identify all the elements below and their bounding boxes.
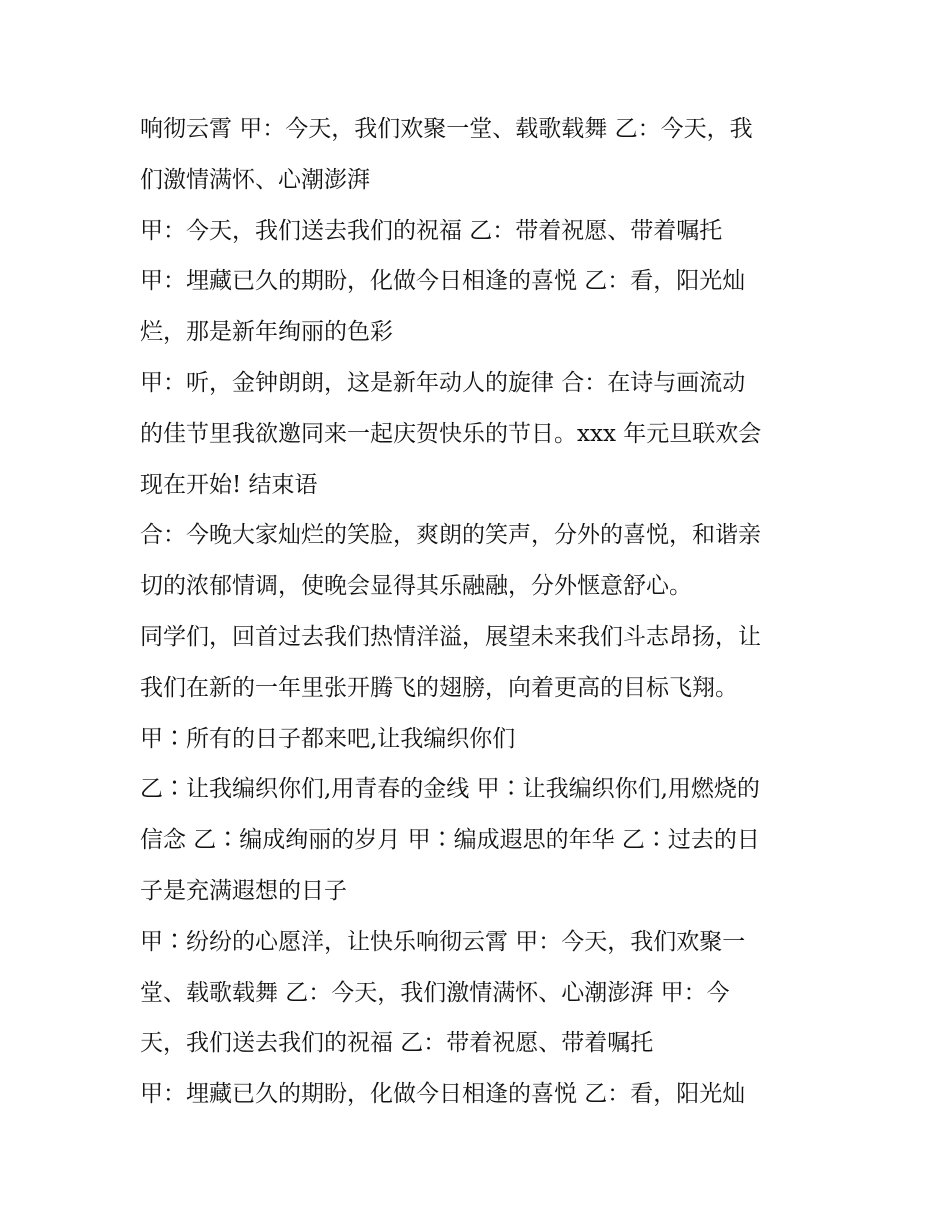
text-line: 甲：今天，我们送去我们的祝福 乙：带着祝愿、带着嘱托 [140,217,723,244]
text-line: 烂，那是新年绚丽的色彩 [140,319,393,346]
text-line: 甲：埋藏已久的期盼，化做今日相逢的喜悦 乙：看，阳光灿 [140,268,746,295]
text-line: 天，我们送去我们的祝福 乙：带着祝愿、带着嘱托 [140,1030,654,1057]
text-line: 现在开始! 结束语 [140,471,318,498]
text-line: 我们在新的一年里张开腾飞的翅膀，向着更高的目标飞翔。 [140,674,738,701]
text-line: 甲∶所有的日子都来吧,让我编织你们 [140,725,516,752]
text-line: 甲∶纷纷的心愿洋，让快乐响彻云霄 甲：今天，我们欢聚一 [140,928,746,955]
document-body [140,104,820,1120]
text-line: 的佳节里我欲邀同来一起庆贺快乐的节日。xxx 年元旦联欢会 [140,420,762,447]
text-line: 合：今晚大家灿烂的笑脸，爽朗的笑声，分外的喜悦，和谐亲 [140,522,761,549]
text-line: 堂、载歌载舞 乙：今天，我们激情满怀、心潮澎湃 甲：今 [140,979,730,1006]
text-line: 子是充满遐想的日子 [140,877,347,904]
text-line: 响彻云霄 甲：今天，我们欢聚一堂、载歌载舞 乙：今天，我 [140,116,753,142]
text-line: 切的浓郁情调，使晚会显得其乐融融，分外惬意舒心。 [140,573,692,600]
text-line: 乙∶让我编织你们,用青春的金线 甲∶让我编织你们,用燃烧的 [140,776,760,803]
text-line: 同学们，回首过去我们热情洋溢，展望未来我们斗志昂扬，让 [140,623,761,650]
text-line: 甲：听，金钟朗朗，这是新年动人的旋律 合：在诗与画流动 [140,369,746,396]
text-line: 信念 乙∶编成绚丽的岁月 甲∶编成遐思的年华 乙∶过去的日 [140,827,760,854]
text-line: 甲：埋藏已久的期盼，化做今日相逢的喜悦 乙：看，阳光灿 [140,1081,746,1108]
text-line: 们激情满怀、心潮澎湃 [140,166,370,193]
